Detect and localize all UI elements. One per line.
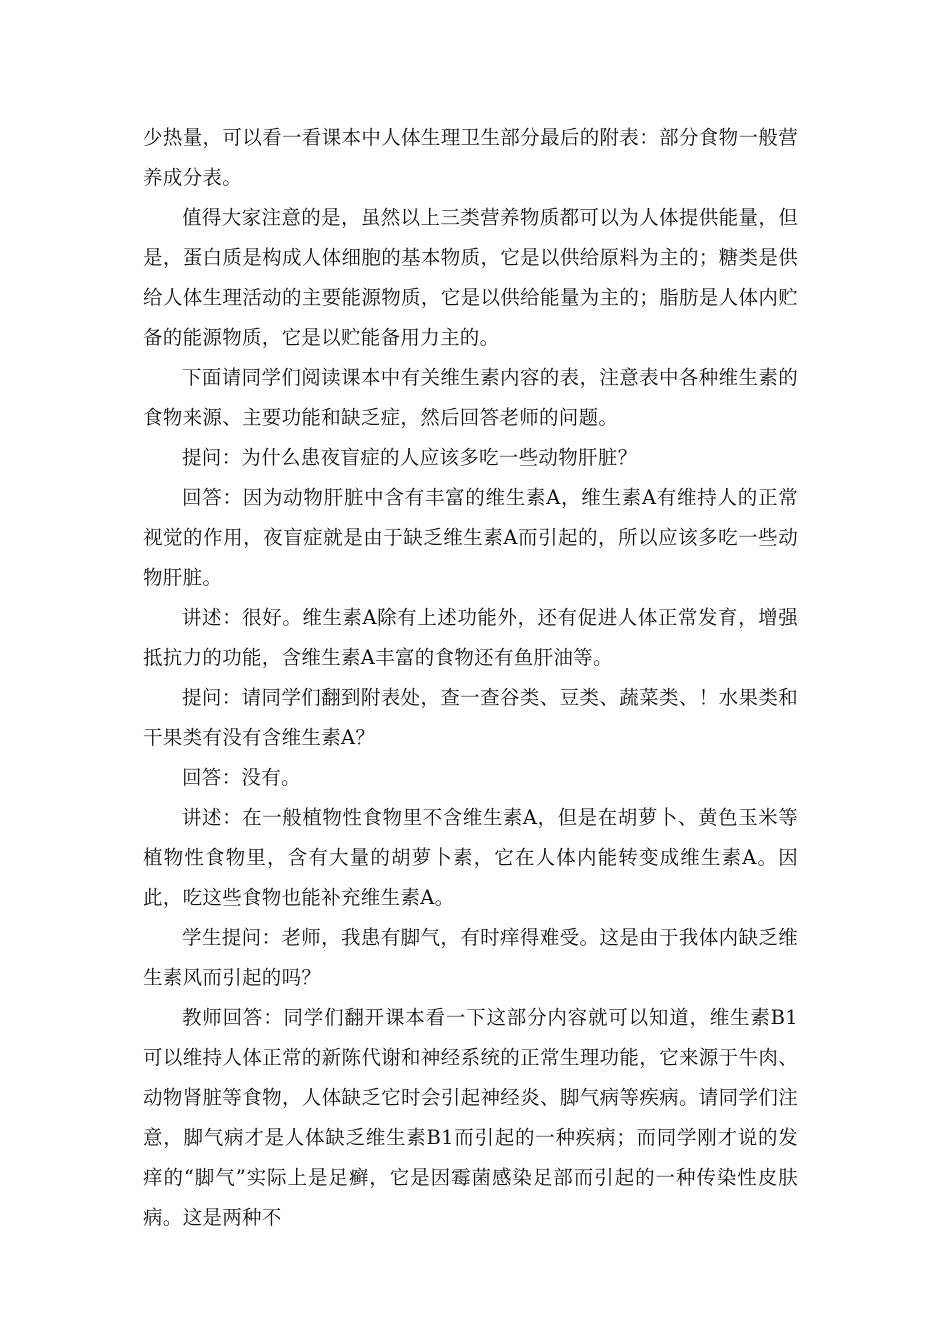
paragraph-answer-vitamin-a: 回答：因为动物肝脏中含有丰富的维生素A，维生素A有维持人的正常视觉的作用，夜盲症就是由于缺乏维生素A而引起的，所以应该多吃一些动物肝脏。 bbox=[143, 486, 798, 589]
paragraph-nutrients-energy: 值得大家注意的是，虽然以上三类营养物质都可以为人体提供能量，但是，蛋白质是构成人体细胞的基本物质，它是以供给原料为主的；糖类是供给人体生理活动的主要能源物质，它是以供给能量为主的；脂肪是人体内贮备的能源物质，它是以贮能备用力主的。 bbox=[143, 206, 798, 349]
paragraph-question-night-blindness: 提问：为什么患夜盲症的人应该多吃一些动物肝脏？ bbox=[182, 446, 638, 469]
paragraph-question-food-groups: 提问：请同学们翻到附表处，查一查谷类、豆类、蔬菜类、！水果类和干果类有没有含维生素A？ bbox=[143, 686, 798, 749]
paragraph-continued: 少热量，可以看一看课本中人体生理卫生部分最后的附表：部分食物一般营养成分表。 bbox=[143, 126, 798, 189]
paragraph-teacher-answer-b1: 教师回答：同学们翻开课本看一下这部分内容就可以知道，维生素B1可以维持人体正常的新陈代谢和神经系统的正常生理功能，它来源于牛肉、动物肾脏等食物，人体缺乏它时会引起神经炎、脚气病等疾病。请同学们注意，脚气病才是人体缺乏维生素B1而引起的一种疾病；而同学刚才说的发痒的“脚气”实际上是足癣，它是因霉菌感染足部而引起的一种传染性皮肤病。这是两种不 bbox=[143, 1006, 798, 1229]
document-body bbox=[143, 118, 798, 1238]
paragraph-vitamin-table-intro: 下面请同学们阅读课本中有关维生素内容的表，注意表中各种维生素的食物来源、主要功能和缺乏症，然后回答老师的问题。 bbox=[143, 366, 798, 429]
paragraph-answer-no: 回答：没有。 bbox=[182, 766, 301, 789]
paragraph-lecture-vitamin-a: 讲述：很好。维生素A除有上述功能外，还有促进人体正常发育，增强抵抗力的功能，含维生素A丰富的食物还有鱼肝油等。 bbox=[143, 606, 798, 669]
paragraph-student-question-beriberi: 学生提问：老师，我患有脚气，有时痒得难受。这是由于我体内缺乏维生素风而引起的吗？ bbox=[143, 926, 798, 989]
paragraph-lecture-carotene: 讲述：在一般植物性食物里不含维生素A，但是在胡萝卜、黄色玉米等植物性食物里，含有大量的胡萝卜素，它在人体内能转变成维生素A。因此，吃这些食物也能补充维生素A。 bbox=[143, 806, 798, 909]
